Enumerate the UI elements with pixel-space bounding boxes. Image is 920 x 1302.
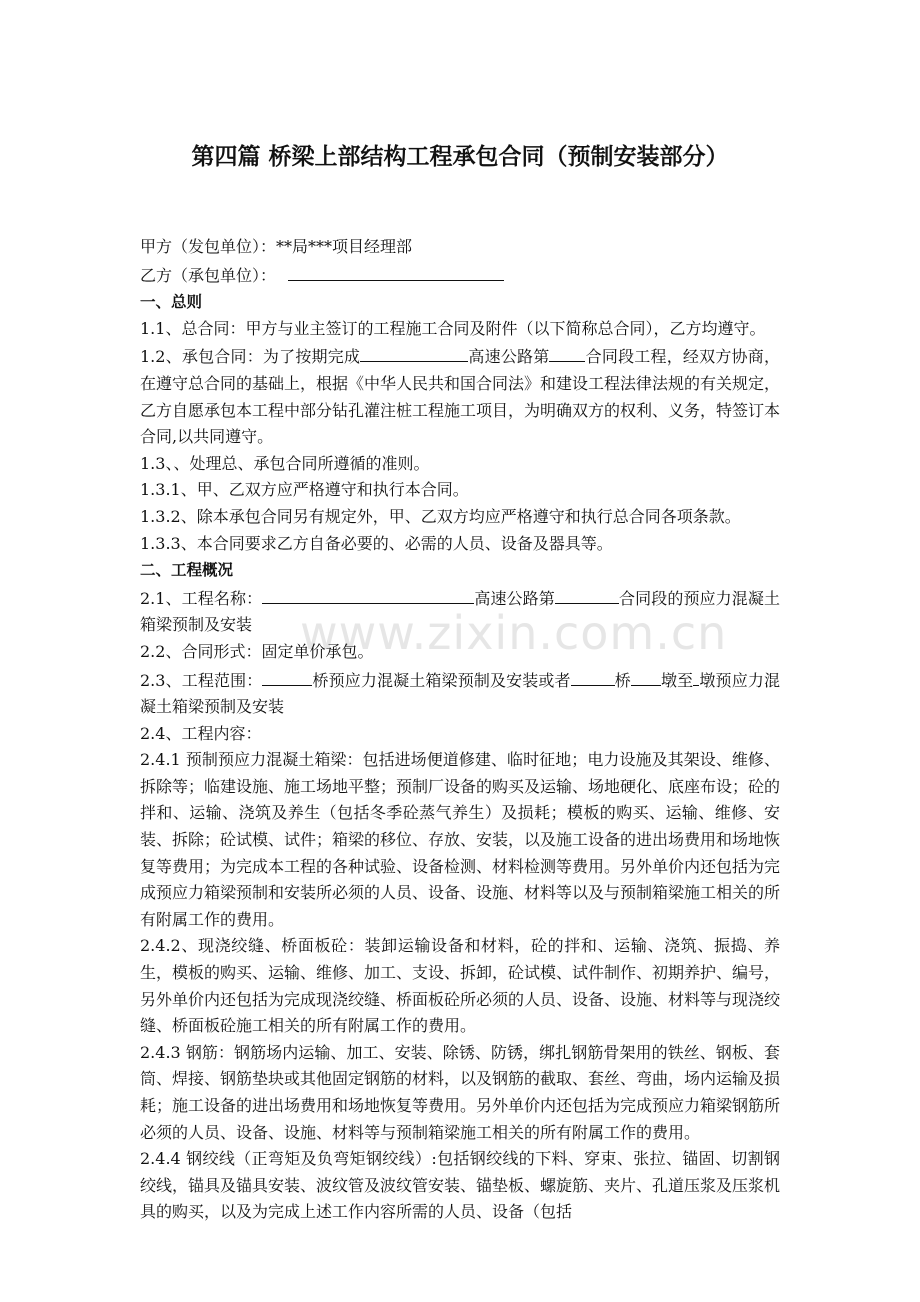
clause-2-4-2: 2.4.2、现浇绞缝、桥面板砼：装卸运输设备和材料，砼的拌和、运输、浇筑、振捣、养生，模板的购买、运输、维修、加工、支设、拆卸，砼试模、试件制作、初期养护、编号，另外单价内还包括为完成现浇绞缝、桥面板砼所必须的人员、设备、设施、材料等与现浇绞缝、桥面板砼施工相关的所有附属工作的费用。 xyxy=(140,936,781,1036)
fill-blank xyxy=(360,342,468,362)
clause-text: 墩至 xyxy=(660,670,694,690)
section-heading: 一、总则 xyxy=(140,293,203,312)
clause-2-3 xyxy=(140,666,780,721)
document-title: 第四篇 桥梁上部结构工程承包合同（预制安装部分） xyxy=(191,144,729,170)
clause-text: 高速公路第 xyxy=(468,347,550,367)
clause-text: 桥预应力混凝土箱梁预制及安装或者 xyxy=(312,670,571,690)
clause-text: 墩预应力混凝土箱梁预制及安装 xyxy=(140,670,780,717)
clause-2-4-3: 2.4.3 钢筋：钢筋场内运输、加工、安装、除锈、防锈，绑扎钢筋骨架用的铁丝、钢板、套筒、焊接、钢筋垫块或其他固定钢筋的材料，以及钢筋的截取、套丝、弯曲，场内运输及损耗；施工设备的进出场费用和场地恢复等费用。另外单价内还包括为完成预应力箱梁钢筋所必须的人员、设备、设施、材料等与预制箱梁施工相关的所有附属工作的费用。 xyxy=(140,1042,781,1142)
clause-2-2: 2.2、合同形式：固定单价承包。 xyxy=(140,641,374,661)
clause-2-4: 2.4、工程内容： xyxy=(140,723,262,743)
clause-text: 合同段的预应力混凝土箱梁预制及安装 xyxy=(140,588,780,635)
watermark: www.zixin.com.cn xyxy=(300,606,728,660)
section-heading: 二、工程概况 xyxy=(140,561,234,580)
clause-1-3-1: 1.3.1、甲、乙双方应严格遵守和执行本合同。 xyxy=(140,480,469,500)
document-body xyxy=(140,234,780,1226)
clause-text: 合同段工程，经双方协商，在遵守总合同的基础上，根据《中华人民共和国合同法》和建设工程法律法规的有关规定，乙方自愿承包本工程中部分钻孔灌注桩工程施工项目，为明确双方的权利、义务，特签订本合同,以共同遵守。 xyxy=(140,347,781,447)
fill-blank xyxy=(555,584,619,604)
party-b-blank xyxy=(288,261,504,281)
clause-2-4-1: 2.4.1 预制预应力混凝土箱梁：包括进场便道修建、临时征地；电力设施及其架设、维修、拆除等；临建设施、施工场地平整；预制厂设备的购买及运输、场地硬化、底座布设；砼的拌和、运输、浇筑及养生（包括冬季砼蒸气养生）及损耗；模板的购买、运输、维修、安装、拆除；砼试模、试件；箱梁的移位、存放、安装，以及施工设备的进出场费用和场地恢复等费用；为完成本工程的各种试验、设备检测、材料检测等费用。另外单价内还包括为完成预应力箱梁预制和安装所必须的人员、设备、设施、材料等以及与预制箱梁施工相关的所有附属工作的费用。 xyxy=(140,750,781,929)
clause-1-2 xyxy=(140,342,780,450)
clause-text: 2.3、工程范围： xyxy=(140,670,263,690)
party-b-label: 乙方（承包单位）： xyxy=(140,265,277,285)
party-b-line xyxy=(140,261,780,290)
clause-text: 2.1、工程名称： xyxy=(140,588,263,608)
clause-text: 高速公路第 xyxy=(474,588,555,608)
clause-text: 桥 xyxy=(614,670,631,690)
clause-1-1: 1.1、总合同：甲方与业主签订的工程施工合同及附件（以下简称总合同），乙方均遵守。 xyxy=(140,318,766,338)
clause-1-3: 1.3、、处理总、承包合同所遵循的准则。 xyxy=(140,453,430,473)
clause-1-3-2: 1.3.2、除本承包合同另有规定外，甲、乙双方均应严格遵守和执行总合同各项条款。 xyxy=(140,506,741,526)
fill-blank xyxy=(631,666,661,686)
clause-2-1 xyxy=(140,584,780,639)
clause-2-4-4: 2.4.4 钢绞线（正弯矩及负弯矩钢绞线）:包括钢绞线的下料、穿束、张拉、锚固、切割钢绞线，锚具及锚具安装、波纹管及波纹管安装、锚垫板、螺旋筋、夹片、孔道压浆及压浆机具的购买，以及为完成上述工作内容所需的人员、设备（包括 xyxy=(140,1149,781,1222)
fill-blank xyxy=(549,342,585,362)
fill-blank xyxy=(262,584,474,604)
clause-text: 1.2、承包合同：为了按期完成 xyxy=(140,347,361,367)
party-a-line: 甲方（发包单位）：**局***项目经理部 xyxy=(140,237,413,256)
clause-1-3-3: 1.3.3、本合同要求乙方自备必要的、必需的人员、设备及器具等。 xyxy=(140,533,613,553)
fill-blank xyxy=(262,666,312,686)
fill-blank xyxy=(571,666,615,686)
